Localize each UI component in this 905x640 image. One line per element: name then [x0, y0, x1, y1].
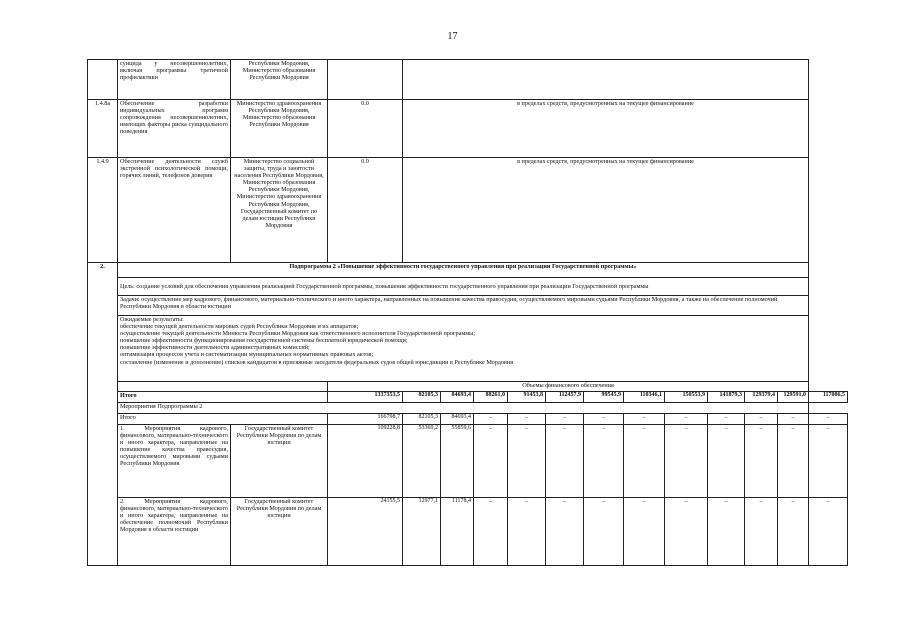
measure-value: –	[584, 425, 624, 498]
measure-value: 12977,1	[403, 498, 441, 566]
measure-value: –	[474, 425, 508, 498]
page-number: 17	[447, 31, 458, 42]
goal-row	[88, 278, 848, 296]
measures-total-value: –	[708, 414, 745, 425]
measure-value: –	[474, 498, 508, 566]
program-table	[87, 59, 848, 566]
measures-total-value: 166798,7	[328, 414, 403, 425]
measures-total-value: –	[508, 414, 546, 425]
measures-total-value: –	[584, 414, 624, 425]
measure-executor: Государственный комитет Республики Мордовия по делам юстиции	[231, 425, 328, 498]
measures-label-row	[88, 403, 848, 414]
measures-total-row	[88, 414, 848, 425]
total-label: Итого	[118, 392, 328, 403]
executor-cell: Министерство социальной защиты, труда и занятости населения Республики Мордовия, Министерство образования Республики Мордовия, Министерство здравоохранения Республики Мордовия, Государственный комитет по делам юстиции Республики Мордовия	[231, 158, 328, 263]
measures-total-value: –	[624, 414, 665, 425]
total-value: 84693,4	[441, 392, 474, 403]
total-value: 1337353,5	[328, 392, 403, 403]
measures-label: Мероприятия Подпрограммы 2	[118, 403, 809, 414]
total-value: 129591,0	[778, 392, 809, 403]
total-value: 99545,9	[584, 392, 624, 403]
measures-total-label: Итого	[118, 414, 328, 425]
total-value: 141879,3	[708, 392, 745, 403]
measure-value: –	[809, 425, 848, 498]
row-number: 1.4.9	[88, 158, 118, 263]
measure-value: –	[778, 425, 809, 498]
measure-row	[88, 498, 848, 566]
measure-value: –	[624, 498, 665, 566]
expected-results-row	[88, 316, 848, 382]
measures-total-value: –	[546, 414, 584, 425]
measures-total-value: 84693,4	[441, 414, 474, 425]
measure-value: –	[508, 498, 546, 566]
tasks-row	[88, 296, 848, 316]
row-number: 1.4.8а	[88, 100, 118, 158]
measures-total-value: –	[778, 414, 809, 425]
subprogram-tasks: Задачи: осуществление мер кадрового, финансового, материально-технического и иного характера, направленных на повышение качества правосудия, осуществляемого мировыми судьями Республики Мордовия, а также на обеспечение полномочий Республики Мордовия в области юстиции	[118, 296, 809, 316]
measure-value: 109228,8	[328, 425, 403, 498]
total-value: 112457,9	[546, 392, 584, 403]
total-value: 82105,3	[403, 392, 441, 403]
subprogram-number: 2.	[88, 263, 118, 566]
table-row	[88, 100, 848, 158]
total-value: 117086,5	[809, 392, 848, 403]
measures-total-value: –	[745, 414, 778, 425]
measure-value: –	[665, 498, 708, 566]
subprogram-title-row	[88, 263, 848, 278]
measure-value: –	[708, 498, 745, 566]
measures-total-value: –	[665, 414, 708, 425]
total-value: 91453,8	[508, 392, 546, 403]
measure-value: –	[665, 425, 708, 498]
executor-cell: Республики Мордовия, Министерство образования Республики Мордовия	[231, 60, 328, 100]
note-cell	[403, 60, 809, 100]
measures-total-value: –	[474, 414, 508, 425]
funding-header-row	[88, 382, 848, 392]
total-row	[88, 392, 848, 403]
measures-total-value: 82105,3	[403, 414, 441, 425]
activity-cell: суицида у несовершеннолетних, включая программы третичной профилактики	[118, 60, 231, 100]
measure-value: 55859,6	[441, 425, 474, 498]
expected-results: Ожидаемые результаты: обеспечение текущей деятельности мировых судей Республики Мордовия и их аппаратов; осуществление текущей деятельности Минюста Республики Мордовия как ответственного исполнителя Государственной программы; повышение эффективности функционирования государственной системы бесплатной юридической помощи; повышение эффективности деятельности административных комиссий; оптимизация процессов учета и систематизации муниципальных нормативных правовых актов; составление (изменение и дополнение) списков кандидатов в присяжные заседатели федеральных судов общей юрисдикции в Республике Мордовия	[118, 316, 809, 382]
measure-value: –	[809, 498, 848, 566]
measure-row	[88, 425, 848, 498]
measure-value: –	[546, 425, 584, 498]
measure-executor: Государственный комитет Республики Мордовия по делам юстиции	[231, 498, 328, 566]
row-number	[88, 60, 118, 100]
total-value: 88261,0	[474, 392, 508, 403]
activity-cell: Обеспечение деятельности служб экстренной психологической помощи, горячих линий, телефонов доверия	[118, 158, 231, 263]
measure-activity: 2. Мероприятия кадрового, финансового, материально-технического и иного характера, направленные на обеспечение полномочий Республики Мордовия в области юстиции	[118, 498, 231, 566]
value-cell: 0.0	[328, 100, 403, 158]
measure-value: –	[708, 425, 745, 498]
activity-cell: Обеспечение разработки индивидуальных программ сопровождения несовершеннолетних, имеющих факторы риска суицидального поведения	[118, 100, 231, 158]
measure-value: –	[778, 498, 809, 566]
measure-value: –	[745, 498, 778, 566]
measure-value: –	[745, 425, 778, 498]
measures-total-value: –	[809, 414, 848, 425]
value-cell	[328, 60, 403, 100]
note-cell: в пределах средств, предусмотренных на текущее финансирование	[403, 100, 809, 158]
table-row	[88, 158, 848, 263]
measure-value: 11178,4	[441, 498, 474, 566]
measure-value: –	[624, 425, 665, 498]
measure-value: –	[546, 498, 584, 566]
measure-value: 24155,5	[328, 498, 403, 566]
total-value: 110346,1	[624, 392, 665, 403]
funding-header: Объемы финансового обеспечения	[328, 382, 809, 392]
subprogram-title: Подпрограмма 2 «Повышение эффективности государственного управления при реализации Государственной программы»	[118, 263, 809, 278]
executor-cell: Министерство здравоохранения Республики Мордовия, Министерство образования Республики Мордовия	[231, 100, 328, 158]
value-cell: 0.0	[328, 158, 403, 263]
measure-value: 53369,2	[403, 425, 441, 498]
measure-value: –	[508, 425, 546, 498]
table-row	[88, 60, 848, 100]
note-cell: в пределах средств, предусмотренных на текущее финансирование	[403, 158, 809, 263]
measure-activity: 1. Мероприятия кадрового, финансового, материально-технического и иного характера, направленные на повышение качества правосудия, осуществляемого мировыми судьями Республики Мордовия	[118, 425, 231, 498]
measure-value: –	[584, 498, 624, 566]
subprogram-goal: Цель: создание условий для обеспечения управления реализацией Государственной программы, повышения эффективности государственного управления при реализации Государственной программы	[118, 278, 809, 296]
total-value: 129379,4	[745, 392, 778, 403]
total-value: 150553,9	[665, 392, 708, 403]
